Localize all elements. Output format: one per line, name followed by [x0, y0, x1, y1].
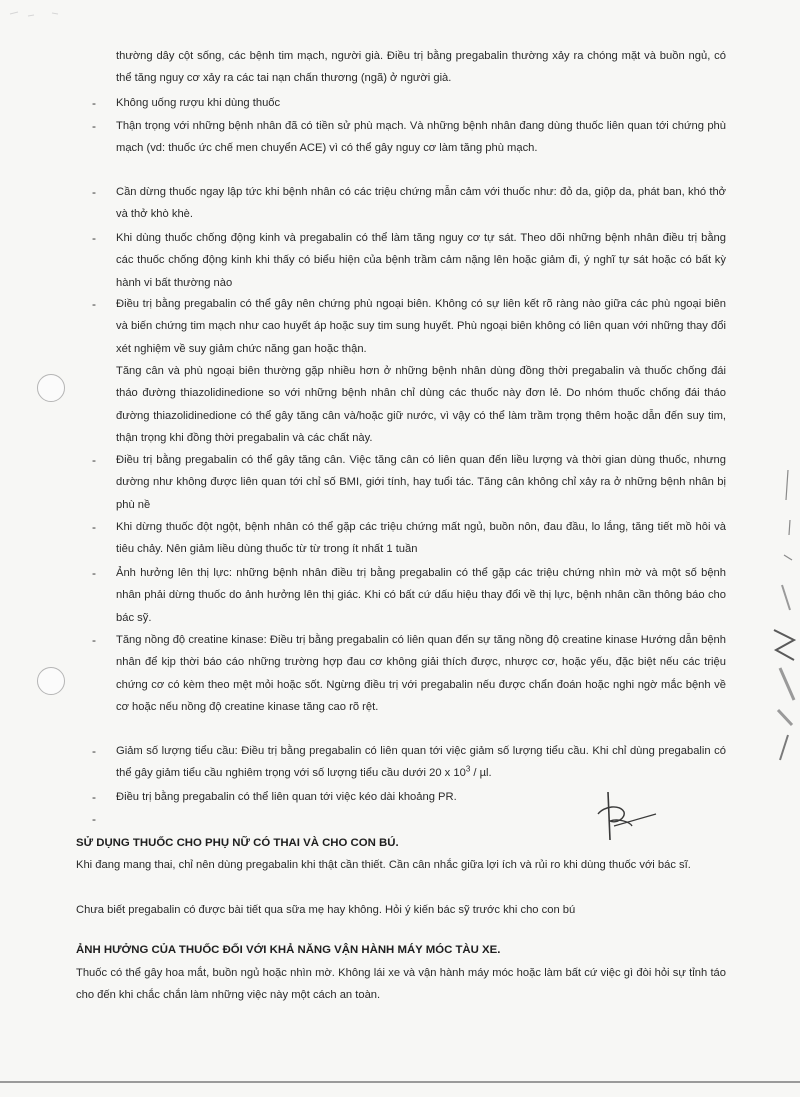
- paragraph-platelet: [116, 740, 726, 785]
- bullet-dash-empty: -: [92, 812, 96, 826]
- heading-driving: ẢNH HƯỞNG CỦA THUỐC ĐỐI VỚI KHẢ NĂNG VẬN HÀNH MÁY MÓC TÀU XE.: [76, 944, 501, 956]
- bullet-dash: -: [92, 566, 96, 580]
- bullet-dash: -: [92, 790, 96, 804]
- bullet-dash: -: [92, 96, 96, 110]
- punch-hole-upper: [37, 374, 65, 402]
- platelet-exponent: 3: [465, 764, 471, 774]
- platelet-text: Giảm số lượng tiểu cầu: Điều trị bằng pregabalin có liên quan tới việc giảm số lượng tiểu cầu. Khi chỉ dùng pregabalin có thể gây giảm tiểu cầu nghiêm trọng với số lượng tiểu cầu dưới 20 x 10: [116, 745, 726, 780]
- scan-artifact: [8, 8, 68, 24]
- bullet-dash: -: [92, 119, 96, 133]
- bullet-dash: -: [92, 453, 96, 467]
- bullet-dash: -: [92, 633, 96, 647]
- paragraph-11: Tăng nồng độ creatine kinase: Điều trị bằng pregabalin có liên quan đến sự tăng nồng độ creatine kinase Hướng dẫn bệnh nhân để kịp thời báo cáo những trường hợp đau cơ không giải thích được, nhược cơ, hoặc yếu, đặc biệt nếu các triệu chứng cơ có kèm theo mệt mỏi hoặc sốt. Ngừng điều trị với pregabalin nếu được chẩn đoán hoặc nghi ngờ mắc bệnh về cơ hoặc nếu nồng độ creatine kinase tăng cao rõ rệt.: [116, 634, 726, 713]
- scan-bottom-edge: [0, 1081, 800, 1083]
- bullet-dash: -: [92, 297, 96, 311]
- paragraph-2: Không uống rượu khi dùng thuốc: [116, 97, 281, 109]
- paragraph-driving: Thuốc có thể gây hoa mắt, buồn ngủ hoặc nhìn mờ. Không lái xe và vận hành máy móc hoặc làm bất cứ việc gì đòi hỏi sự tỉnh táo cho đến khi chắc chắn làm những việc này một cách an toàn.: [76, 967, 726, 1002]
- bullet-dash: -: [92, 231, 96, 245]
- paragraph-8: Điều trị bằng pregabalin có thể gây tăng cân. Việc tăng cân có liên quan đến liều lượng và thời gian dùng thuốc, nhưng dường như không được liên quan tới chỉ số BMI, giới tính, hay tuổi tác. Tăng cân không chỉ xảy ra ở những bệnh nhân bị phù nề: [116, 454, 726, 511]
- paragraph-10: Ảnh hưởng lên thị lực: những bệnh nhân điều trị bằng pregabalin có thể gặp các triệu chứng nhìn mờ và một số bệnh nhân phải dừng thuốc do ảnh hưởng lên thị giác. Khi có bất cứ dấu hiệu thay đổi về thị lực, bệnh nhân cần thông báo cho bác sỹ.: [116, 567, 726, 624]
- bullet-dash: -: [92, 185, 96, 199]
- paragraph-pr-interval: Điều trị bằng pregabalin có thể liên quan tới việc kéo dài khoảng PR.: [116, 791, 457, 803]
- heading-pregnancy: SỬ DỤNG THUỐC CHO PHỤ NỮ CÓ THAI VÀ CHO CON BÚ.: [76, 837, 399, 849]
- platelet-unit: / µl.: [470, 767, 492, 780]
- paragraph-5: Khi dùng thuốc chống động kinh và pregabalin có thể làm tăng nguy cơ tự sát. Theo dõi những bệnh nhân điều trị bằng các thuốc chống động kinh khi thấy có biểu hiện của bệnh trầm cảm nặng lên hoặc giảm đi, ý nghĩ tự sát hoặc có bất kỳ hành vi bất thường nào: [116, 232, 726, 289]
- paragraph-6: Điều trị bằng pregabalin có thể gây nên chứng phù ngoại biên. Không có sự liên kết rõ ràng nào giữa các phù ngoại biên và biến chứng tim mạch như cao huyết áp hoặc suy tim sung huyết. Phù ngoại biên không có liên quan với những thay đổi xét nghiệm về suy giảm chức năng gan hoặc thận.: [116, 298, 726, 355]
- paragraph-9: Khi dừng thuốc đột ngột, bệnh nhân có thể gặp các triệu chứng mất ngủ, buồn nôn, đau đầu, lo lắng, tăng tiết mồ hôi và tiêu chảy. Nên giảm liều dùng thuốc từ từ trong ít nhất 1 tuần: [116, 521, 726, 556]
- bullet-dash: -: [92, 520, 96, 534]
- paragraph-7: Tăng cân và phù ngoại biên thường gặp nhiều hơn ở những bệnh nhân dùng đồng thời pregabalin và thuốc chống đái tháo đường thiazolidinedione so với những bệnh nhân chỉ dùng các thuốc này đơn lẻ. Do nhóm thuốc chống đái tháo đường thiazolidinedione có thể gây tăng cân và/hoặc giữ nước, vì vậy có thể làm trầm trọng thêm hoặc dẫn đến suy tim, thận trọng khi đồng thời pregabalin và các chất này.: [116, 365, 726, 444]
- paragraph-1: thường dây cột sống, các bệnh tim mạch, người già. Điều trị bằng pregabalin thường xảy ra chóng mặt và buồn ngủ, có thể tăng nguy cơ xảy ra các tai nạn chấn thương (ngã) ở người già.: [116, 50, 726, 85]
- bullet-dash: -: [92, 744, 96, 758]
- paragraph-3: Thận trọng với những bệnh nhân đã có tiền sử phù mạch. Và những bệnh nhân đang dùng thuốc liên quan tới chứng phù mạch (vd: thuốc ức chế men chuyển ACE) vì có thể gây nguy cơ làm tăng phù mạch.: [116, 120, 726, 155]
- paragraph-breastfeeding: Chưa biết pregabalin có được bài tiết qua sữa mẹ hay không. Hỏi ý kiến bác sỹ trước khi cho con bú: [76, 904, 576, 916]
- scan-edge-marks: [760, 0, 800, 1097]
- paragraph-4: Cần dừng thuốc ngay lập tức khi bệnh nhân có các triệu chứng mẫn cảm với thuốc như: đỏ da, giộp da, phát ban, khó thở và thở khò khè.: [116, 186, 726, 221]
- punch-hole-lower: [37, 667, 65, 695]
- paragraph-pregnancy: Khi đang mang thai, chỉ nên dùng pregabalin khi thật cần thiết. Cần cân nhắc giữa lợi ích và rủi ro khi dùng thuốc với bác sĩ.: [76, 859, 691, 871]
